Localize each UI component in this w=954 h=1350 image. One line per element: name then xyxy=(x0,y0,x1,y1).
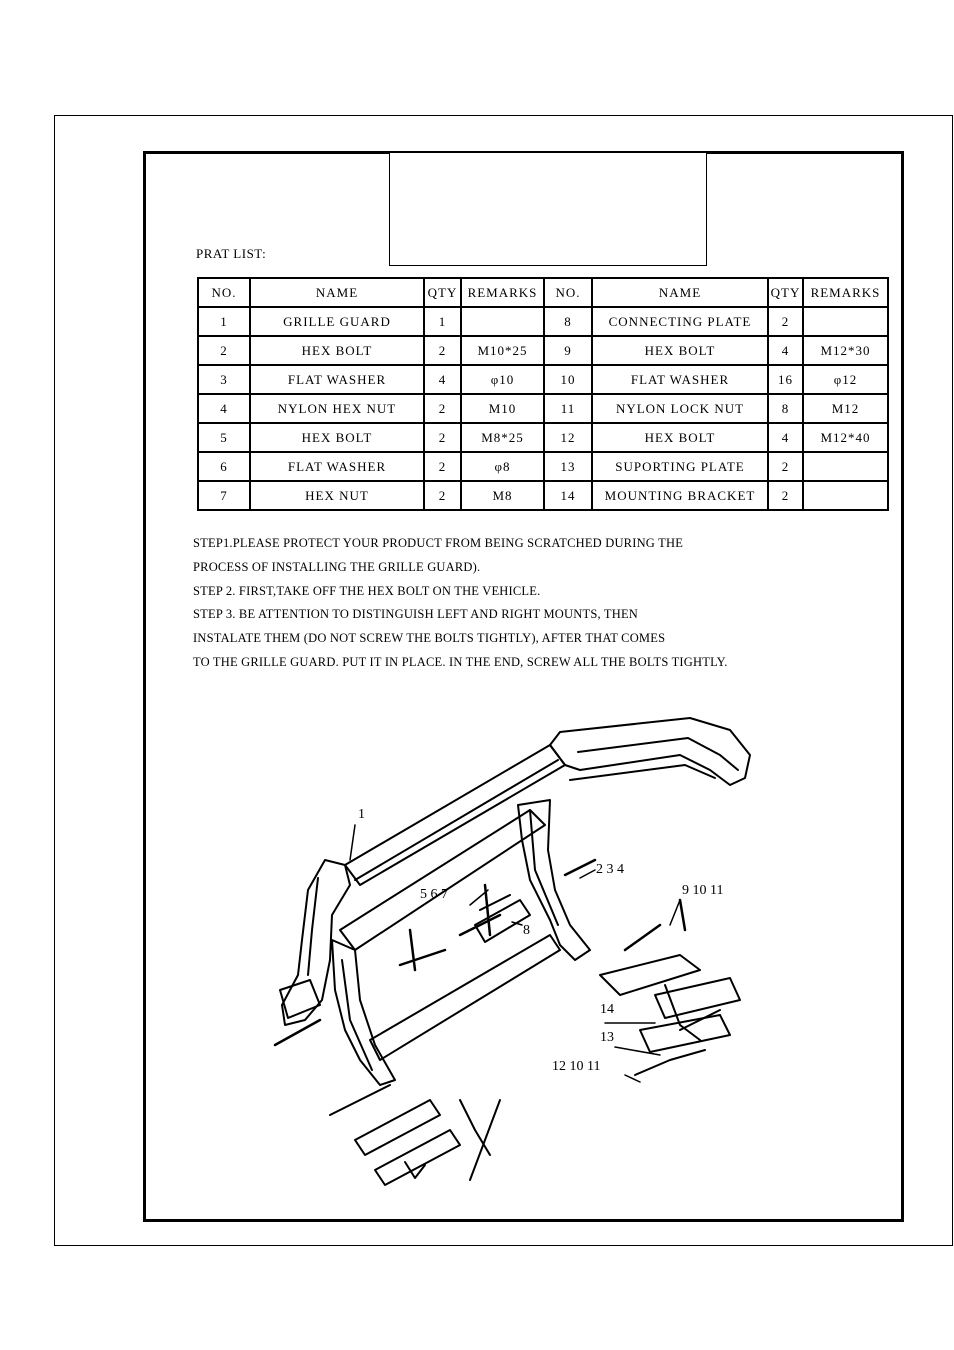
cell: HEX BOLT xyxy=(592,336,768,365)
cell: HEX BOLT xyxy=(250,423,424,452)
cell: 1 xyxy=(198,307,250,336)
table-row xyxy=(198,336,888,365)
table-row xyxy=(198,394,888,423)
cell: SUPORTING PLATE xyxy=(592,452,768,481)
step-line: INSTALATE THEM (DO NOT SCREW THE BOLTS TIGHTLY), AFTER THAT COMES xyxy=(193,631,666,646)
cell: M12 xyxy=(803,394,888,423)
cell: M8 xyxy=(461,481,544,510)
cell: M10*25 xyxy=(461,336,544,365)
parts-list-label: PRAT LIST: xyxy=(196,246,267,261)
title-box xyxy=(389,152,707,266)
left-mounting-bracket xyxy=(330,1085,500,1185)
left-upright xyxy=(332,940,395,1085)
cell: 2 xyxy=(424,423,461,452)
installation-steps xyxy=(193,532,728,675)
callout-leaders xyxy=(350,825,680,1082)
table-row xyxy=(198,452,888,481)
cell: 2 xyxy=(768,307,803,336)
table-header-row xyxy=(198,278,888,307)
cell: φ12 xyxy=(803,365,888,394)
cell: FLAT WASHER xyxy=(592,365,768,394)
header-name: NAME xyxy=(250,278,424,307)
cell: 14 xyxy=(544,481,592,510)
connecting-plate xyxy=(475,895,530,942)
cell xyxy=(803,307,888,336)
cell: CONNECTING PLATE xyxy=(592,307,768,336)
cell: 10 xyxy=(544,365,592,394)
callout-9-10-11: 9 10 11 xyxy=(682,883,724,898)
cell: 2 xyxy=(424,394,461,423)
cell: 12 xyxy=(544,423,592,452)
cell: 2 xyxy=(424,481,461,510)
table-row xyxy=(198,365,888,394)
callout-12-10-11: 12 10 11 xyxy=(552,1059,601,1074)
header-remarks: REMARKS xyxy=(803,278,888,307)
header-no: NO. xyxy=(544,278,592,307)
cell: 4 xyxy=(768,423,803,452)
cell: MOUNTING BRACKET xyxy=(592,481,768,510)
callout-8: 8 xyxy=(523,923,530,938)
parts-table xyxy=(197,277,889,511)
step-line: STEP 2. FIRST,TAKE OFF THE HEX BOLT ON THE VEHICLE. xyxy=(193,583,541,598)
step-line: PROCESS OF INSTALLING THE GRILLE GUARD). xyxy=(193,559,481,574)
header-remarks: REMARKS xyxy=(461,278,544,307)
cell: 8 xyxy=(544,307,592,336)
cell xyxy=(461,307,544,336)
cell: φ10 xyxy=(461,365,544,394)
cell: M10 xyxy=(461,394,544,423)
header-qty: QTY xyxy=(768,278,803,307)
header-qty: QTY xyxy=(424,278,461,307)
cell: 1 xyxy=(424,307,461,336)
top-right-tube xyxy=(550,718,750,785)
cell: 2 xyxy=(768,481,803,510)
cell xyxy=(803,452,888,481)
table-row xyxy=(198,307,888,336)
cell: 8 xyxy=(768,394,803,423)
cell: NYLON HEX NUT xyxy=(250,394,424,423)
cell: 4 xyxy=(198,394,250,423)
table-row xyxy=(198,423,888,452)
cell: φ8 xyxy=(461,452,544,481)
cell: 4 xyxy=(424,365,461,394)
cell: 16 xyxy=(768,365,803,394)
callout-14: 14 xyxy=(600,1002,614,1017)
header-name: NAME xyxy=(592,278,768,307)
header-no: NO. xyxy=(198,278,250,307)
callout-1: 1 xyxy=(358,807,365,822)
cell: HEX NUT xyxy=(250,481,424,510)
cell: M12*30 xyxy=(803,336,888,365)
callout-2-3-4: 2 3 4 xyxy=(596,862,624,877)
cell: 9 xyxy=(544,336,592,365)
cell: HEX BOLT xyxy=(592,423,768,452)
cell: 2 xyxy=(424,452,461,481)
cell: 13 xyxy=(544,452,592,481)
cell: 2 xyxy=(198,336,250,365)
callout-13: 13 xyxy=(600,1030,614,1045)
top-crossbar xyxy=(345,745,565,885)
cell: FLAT WASHER xyxy=(250,452,424,481)
cell: M8*25 xyxy=(461,423,544,452)
cell: 4 xyxy=(768,336,803,365)
step-line: TO THE GRILLE GUARD. PUT IT IN PLACE. IN THE END, SCREW ALL THE BOLTS TIGHTLY. xyxy=(193,654,728,669)
cell: 2 xyxy=(424,336,461,365)
cell: 3 xyxy=(198,365,250,394)
cell: 6 xyxy=(198,452,250,481)
step-line: STEP1.PLEASE PROTECT YOUR PRODUCT FROM BEING SCRATCHED DURING THE xyxy=(193,536,684,550)
cell: 11 xyxy=(544,394,592,423)
cell: M12*40 xyxy=(803,423,888,452)
cell: 2 xyxy=(768,452,803,481)
right-mounting-bracket xyxy=(600,955,740,1075)
cell: GRILLE GUARD xyxy=(250,307,424,336)
cell: 7 xyxy=(198,481,250,510)
cell: FLAT WASHER xyxy=(250,365,424,394)
cell xyxy=(803,481,888,510)
cell: 5 xyxy=(198,423,250,452)
bolts-group xyxy=(275,860,685,1045)
table-row xyxy=(198,481,888,510)
cell: NYLON LOCK NUT xyxy=(592,394,768,423)
step-line: STEP 3. BE ATTENTION TO DISTINGUISH LEFT AND RIGHT MOUNTS, THEN xyxy=(193,607,639,622)
grille-guard-diagram xyxy=(260,700,780,1200)
callout-5-6-7: 5 6 7 xyxy=(420,887,448,902)
cell: HEX BOLT xyxy=(250,336,424,365)
